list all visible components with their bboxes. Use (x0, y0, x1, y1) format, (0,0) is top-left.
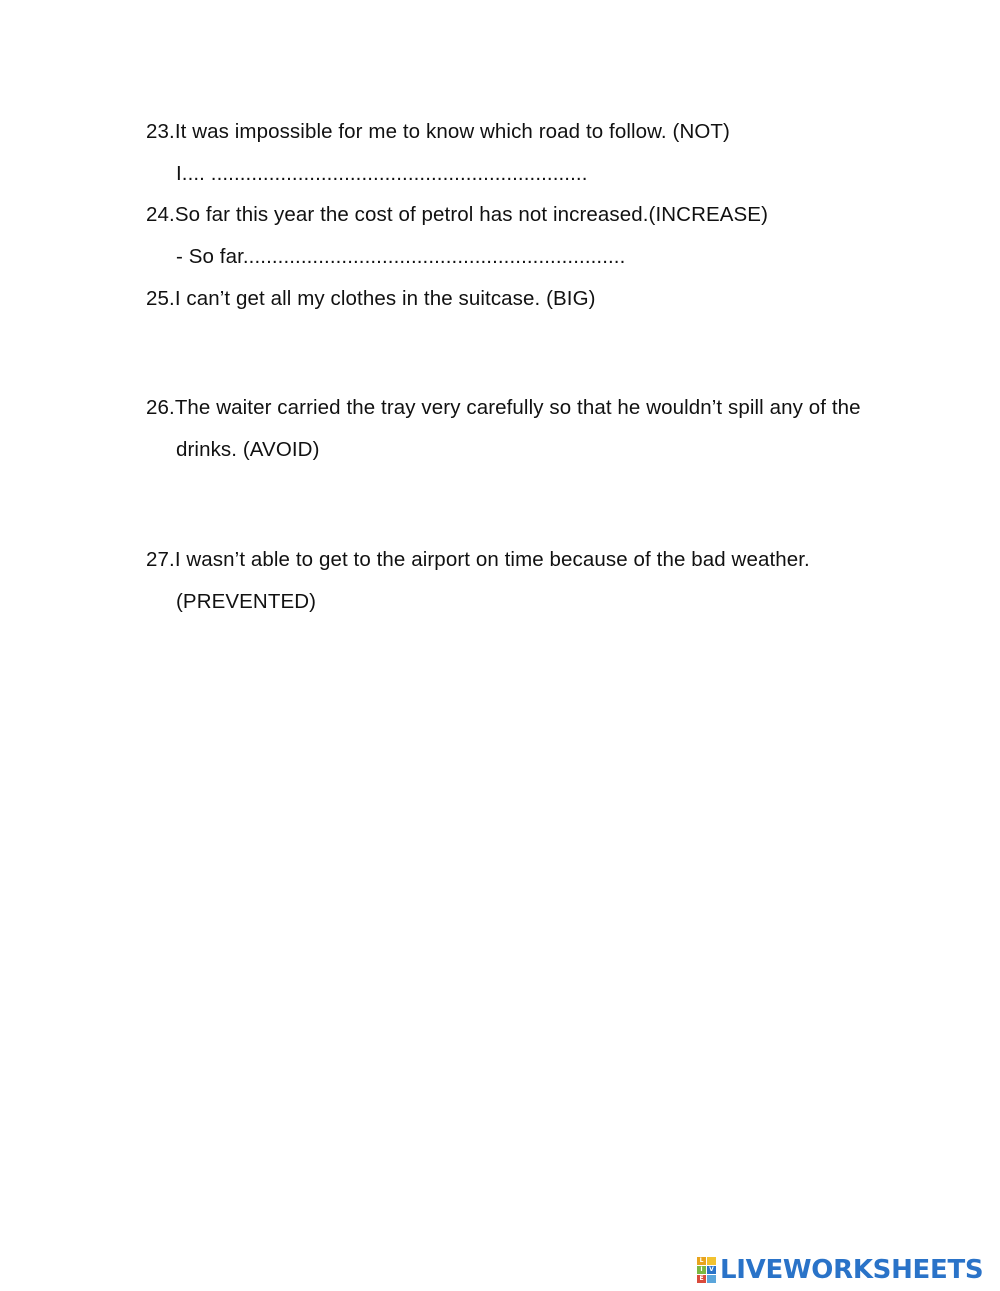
logo-block: E (697, 1275, 706, 1283)
logo-text: LIVEWORKSHEETS (720, 1255, 984, 1285)
question-27 (146, 546, 810, 574)
logo-block (707, 1275, 716, 1283)
question-prompt: So far this year the cost of petrol has not increased.(INCREASE) (174, 203, 769, 226)
logo-block: I (697, 1266, 706, 1274)
question-prompt: I can’t get all my clothes in the suitcase. (BIG) (174, 287, 596, 310)
question-27-continued: (PREVENTED) (176, 590, 317, 613)
question-prompt: It was impossible for me to know which road to follow. (NOT) (174, 120, 730, 143)
question-number: 26. (146, 396, 175, 419)
question-26 (146, 394, 861, 422)
logo-block: L (697, 1257, 706, 1265)
question-prompt: The waiter carried the tray very carefully so that he wouldn’t spill any of the (174, 396, 861, 419)
question-23 (146, 118, 730, 146)
question-number: 23. (146, 120, 175, 143)
question-26-continued: drinks. (AVOID) (176, 438, 320, 461)
liveworksheets-logo (697, 1254, 983, 1286)
question-number: 24. (146, 203, 175, 226)
question-24 (146, 201, 768, 229)
logo-block: V (707, 1266, 716, 1274)
question-number: 25. (146, 287, 175, 310)
question-number: 27. (146, 548, 175, 571)
question-25 (146, 285, 596, 313)
logo-block (707, 1257, 716, 1265)
question-prompt: I wasn’t able to get to the airport on time because of the bad weather. (174, 548, 810, 571)
answer-line-24[interactable]: - So far.................................................................. (176, 245, 626, 268)
answer-line-23[interactable]: I.... ................................................................. (176, 162, 588, 185)
logo-blocks-icon (697, 1257, 716, 1283)
